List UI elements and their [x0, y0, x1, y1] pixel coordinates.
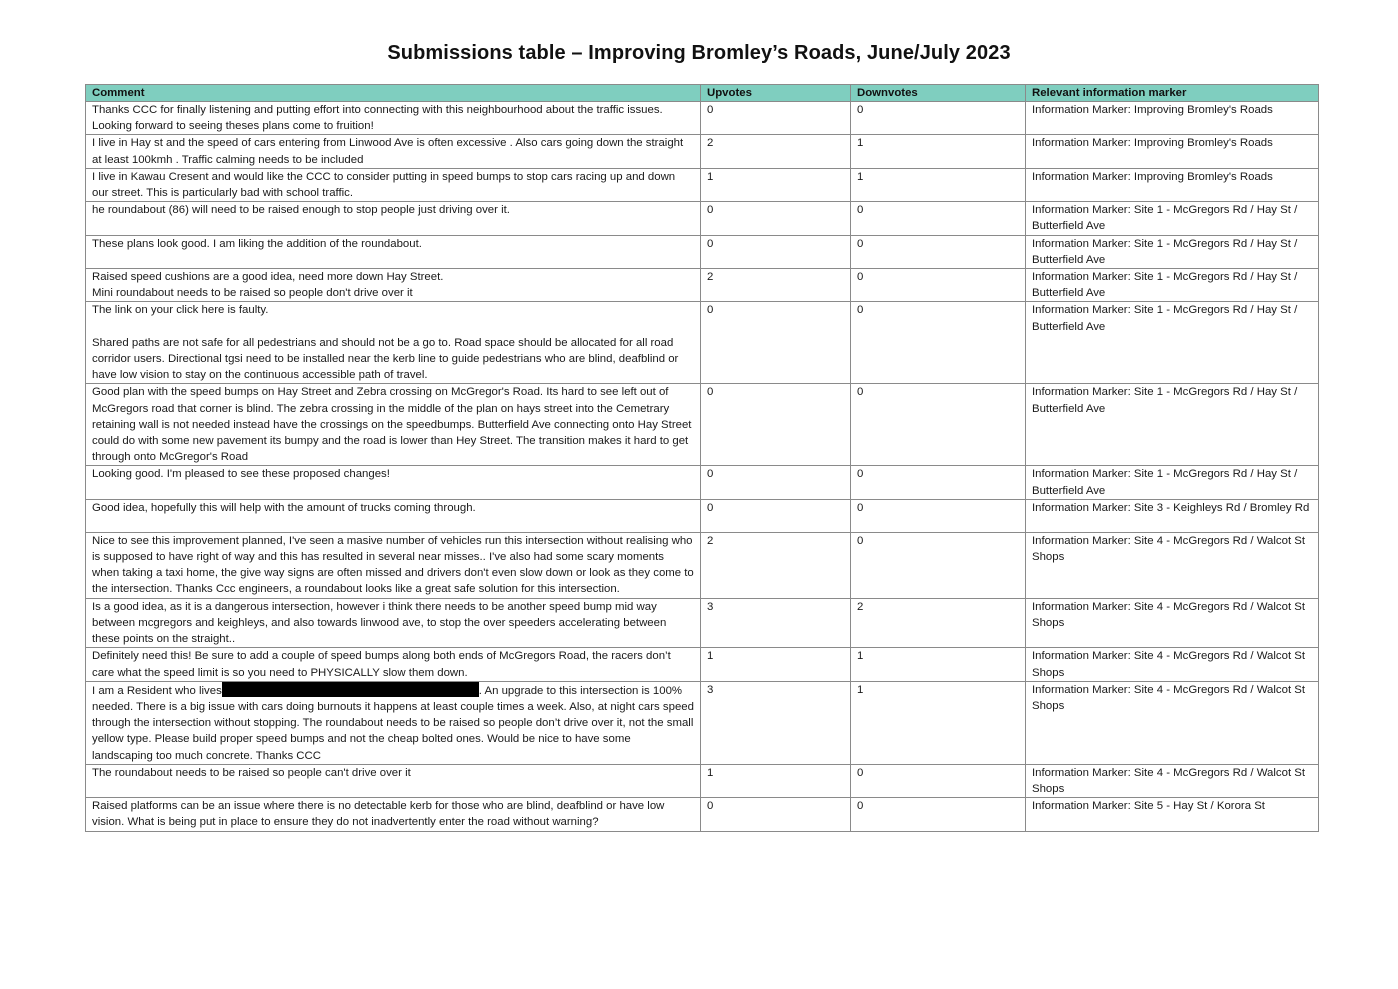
table-header-row — [86, 85, 1319, 102]
marker-cell: Information Marker: Site 1 - McGregors Rd / Hay St / Butterfield Ave — [1026, 302, 1319, 384]
comment-text-start: I am a Resident who lives — [92, 684, 222, 697]
table-row — [86, 168, 1319, 201]
upvotes-cell: 1 — [701, 764, 851, 797]
comment-cell: Raised speed cushions are a good idea, need more down Hay Street. Mini roundabout needs to be raised so people don't drive over it — [86, 269, 701, 302]
marker-cell: Information Marker: Site 1 - McGregors Rd / Hay St / Butterfield Ave — [1026, 269, 1319, 302]
upvotes-cell: 2 — [701, 269, 851, 302]
upvotes-cell: 0 — [701, 235, 851, 268]
table-row — [86, 798, 1319, 831]
table-row — [86, 764, 1319, 797]
downvotes-cell: 0 — [851, 269, 1026, 302]
upvotes-cell: 0 — [701, 798, 851, 831]
upvotes-cell: 3 — [701, 598, 851, 648]
page-title: Submissions table – Improving Bromley’s Roads, June/July 2023 — [387, 42, 1011, 64]
upvotes-cell: 0 — [701, 202, 851, 235]
downvotes-cell: 1 — [851, 648, 1026, 681]
table-row — [86, 102, 1319, 135]
upvotes-cell: 3 — [701, 681, 851, 764]
table-row — [86, 302, 1319, 384]
comment-cell: Good plan with the speed bumps on Hay Street and Zebra crossing on McGregor's Road. Its hard to see left out of McGregors road that corner is blind. The zebra crossing in the middle of the plan on hays street into the Cemetrary retaining wall is not needed instead have the crossings on the speedbumps. Butterfield Ave connecting onto Hay Street could do with some new pavement its bumpy and the road is lower than Hey Street. The transition makes it hard to get through onto McGregor's Road — [86, 384, 701, 466]
table-row — [86, 648, 1319, 681]
upvotes-cell: 1 — [701, 648, 851, 681]
column-header-marker: Relevant information marker — [1026, 85, 1319, 102]
comment-cell — [86, 681, 701, 764]
downvotes-cell: 2 — [851, 598, 1026, 648]
downvotes-cell: 1 — [851, 681, 1026, 764]
table-row — [86, 499, 1319, 532]
downvotes-cell: 0 — [851, 764, 1026, 797]
comment-cell: Is a good idea, as it is a dangerous intersection, however i think there needs to be another speed bump mid way between mcgregors and keighleys, and also towards linwood ave, to stop the over speeders accelerating between these points on the straight.. — [86, 598, 701, 648]
marker-cell: Information Marker: Site 1 - McGregors Rd / Hay St / Butterfield Ave — [1026, 202, 1319, 235]
comment-text-end: . An upgrade to this intersection is 100% needed. There is a big issue with cars doing burnouts it happens at least couple times a week. Also, at night cars speed through the intersection without stopping. The roundabout needs to be raised so people don’t drive over it, not the small yellow type. Please build proper speed bumps and not the cheap bolted ones. Would be nice to have some landscaping too much concrete. Thanks CCC — [92, 684, 694, 762]
downvotes-cell: 1 — [851, 135, 1026, 168]
comment-cell: Raised platforms can be an issue where there is no detectable kerb for those who are blind, deafblind or have low vision. What is being put in place to ensure they do not inadvertently enter the road without warning? — [86, 798, 701, 831]
marker-cell: Information Marker: Site 3 - Keighleys Rd / Bromley Rd — [1026, 499, 1319, 532]
marker-cell: Information Marker: Site 4 - McGregors Rd / Walcot St Shops — [1026, 764, 1319, 797]
downvotes-cell: 1 — [851, 168, 1026, 201]
marker-cell: Information Marker: Site 1 - McGregors Rd / Hay St / Butterfield Ave — [1026, 466, 1319, 499]
comment-cell: Nice to see this improvement planned, I've seen a masive number of vehicles run this intersection without realising who is supposed to have right of way and this has resulted in several near misses.. I've also had some scary moments when taking a taxi home, the give way signs are often missed and drivers don't even slow down or look as they come to the intersection. Thanks Ccc engineers, a roundabout looks like a great safe solution for this intersection. — [86, 532, 701, 598]
column-header-comment: Comment — [86, 85, 701, 102]
comment-cell: These plans look good. I am liking the addition of the roundabout. — [86, 235, 701, 268]
column-header-downvotes: Downvotes — [851, 85, 1026, 102]
table-row — [86, 384, 1319, 466]
comment-cell: I live in Kawau Cresent and would like the CCC to consider putting in speed bumps to stop cars racing up and down our street. This is particularly bad with school traffic. — [86, 168, 701, 201]
comment-cell: Looking good. I'm pleased to see these proposed changes! — [86, 466, 701, 499]
table-row — [86, 466, 1319, 499]
upvotes-cell: 1 — [701, 168, 851, 201]
downvotes-cell: 0 — [851, 202, 1026, 235]
upvotes-cell: 2 — [701, 135, 851, 168]
marker-cell: Information Marker: Site 1 - McGregors Rd / Hay St / Butterfield Ave — [1026, 235, 1319, 268]
downvotes-cell: 0 — [851, 532, 1026, 598]
upvotes-cell: 0 — [701, 302, 851, 384]
table-row — [86, 235, 1319, 268]
table-row — [86, 135, 1319, 168]
downvotes-cell: 0 — [851, 102, 1026, 135]
comment-cell: I live in Hay st and the speed of cars entering from Linwood Ave is often excessive . Also cars going down the straight at least 100kmh . Traffic calming needs to be included — [86, 135, 701, 168]
downvotes-cell: 0 — [851, 499, 1026, 532]
marker-cell: Information Marker: Site 4 - McGregors Rd / Walcot St Shops — [1026, 598, 1319, 648]
downvotes-cell: 0 — [851, 302, 1026, 384]
table-row — [86, 269, 1319, 302]
table-row — [86, 532, 1319, 598]
comment-cell: The roundabout needs to be raised so people can't drive over it — [86, 764, 701, 797]
comment-cell: Thanks CCC for finally listening and putting effort into connecting with this neighbourhood about the traffic issues. Looking forward to seeing theses plans come to fruition! — [86, 102, 701, 135]
comment-cell: Good idea, hopefully this will help with the amount of trucks coming through. — [86, 499, 701, 532]
marker-cell: Information Marker: Site 1 - McGregors Rd / Hay St / Butterfield Ave — [1026, 384, 1319, 466]
marker-cell: Information Marker: Site 4 - McGregors Rd / Walcot St Shops — [1026, 532, 1319, 598]
upvotes-cell: 0 — [701, 384, 851, 466]
downvotes-cell: 0 — [851, 235, 1026, 268]
submissions-table — [85, 84, 1319, 832]
comment-cell: The link on your click here is faulty. Shared paths are not safe for all pedestrians and should not be a go to. Road space should be allocated for all road corridor users. Directional tgsi need to be installed near the kerb line to guide pedestrians who are blind, deafblind or have low vision to stay on the continuous accessible path of travel. — [86, 302, 701, 384]
marker-cell: Information Marker: Improving Bromley's Roads — [1026, 168, 1319, 201]
marker-cell: Information Marker: Site 4 - McGregors Rd / Walcot St Shops — [1026, 648, 1319, 681]
comment-cell: Definitely need this! Be sure to add a couple of speed bumps along both ends of McGregors Road, the racers don’t care what the speed limit is so you need to PHYSICALLY slow them down. — [86, 648, 701, 681]
upvotes-cell: 0 — [701, 102, 851, 135]
marker-cell: Information Marker: Improving Bromley's Roads — [1026, 135, 1319, 168]
downvotes-cell: 0 — [851, 466, 1026, 499]
upvotes-cell: 2 — [701, 532, 851, 598]
table-row — [86, 202, 1319, 235]
table-row — [86, 681, 1319, 764]
column-header-upvotes: Upvotes — [701, 85, 851, 102]
marker-cell: Information Marker: Site 4 - McGregors Rd / Walcot St Shops — [1026, 681, 1319, 764]
upvotes-cell: 0 — [701, 466, 851, 499]
comment-cell: he roundabout (86) will need to be raised enough to stop people just driving over it. — [86, 202, 701, 235]
marker-cell: Information Marker: Site 5 - Hay St / Korora St — [1026, 798, 1319, 831]
downvotes-cell: 0 — [851, 384, 1026, 466]
redaction-block — [222, 682, 479, 697]
table-row — [86, 598, 1319, 648]
marker-cell: Information Marker: Improving Bromley's Roads — [1026, 102, 1319, 135]
upvotes-cell: 0 — [701, 499, 851, 532]
downvotes-cell: 0 — [851, 798, 1026, 831]
